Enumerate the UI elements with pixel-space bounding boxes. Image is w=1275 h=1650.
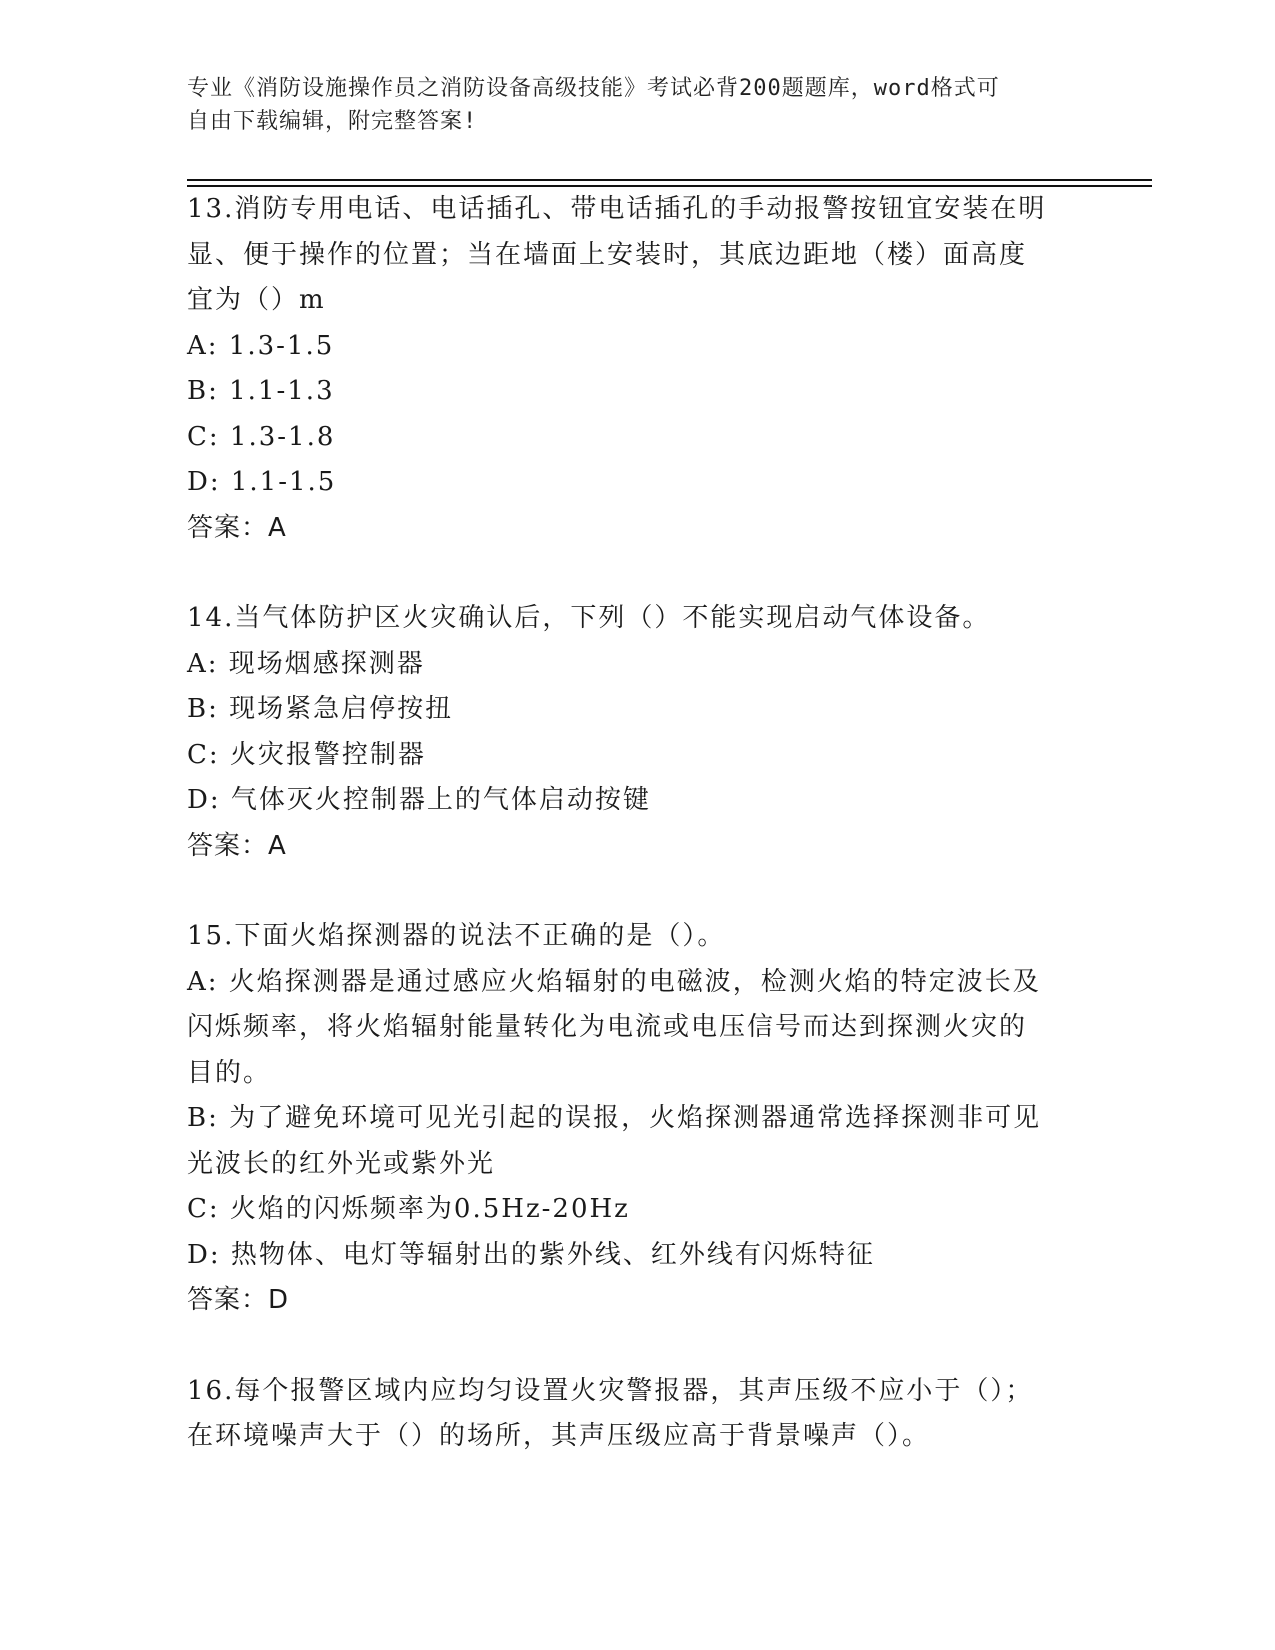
option-a: A: 火焰探测器是通过感应火焰辐射的电磁波，检测火焰的特定波长及 [187,966,1041,997]
header-line: 专业《消防设施操作员之消防设备高级技能》考试必背200题题库，word格式可 [187,76,1000,101]
answer-label: 答案：A [187,830,287,861]
answer-label: 答案：D [187,1285,290,1315]
document-header [187,72,1067,138]
question-stem-line: 显、便于操作的位置；当在墙面上安装时，其底边距地（楼）面高度 [187,239,1028,270]
question-list [187,187,1087,1460]
option-b-continued: 光波长的红外光或紫外光 [187,1148,496,1179]
question-14 [187,596,1087,869]
header-line: 自由下载编辑，附完整答案! [187,109,478,134]
option-d: D: 气体灭火控制器上的气体启动按键 [187,785,651,815]
option-b: B: 为了避免环境可见光引起的误报，火焰探测器通常选择探测非可见 [187,1103,1042,1133]
option-d: D: 1.1-1.5 [187,467,337,497]
question-stem-line: 在环境噪声大于（）的场所，其声压级应高于背景噪声（）。 [187,1421,931,1451]
question-stem-line: 15.下面火焰探测器的说法不正确的是（）。 [187,921,726,951]
option-b: B: 现场紧急启停按扭 [187,694,454,724]
option-c: C: 火灾报警控制器 [187,739,426,770]
option-b: B: 1.1-1.3 [187,376,335,406]
option-d: D: 热物体、电灯等辐射出的紫外线、红外线有闪烁特征 [187,1239,875,1270]
question-15 [187,914,1087,1324]
question-stem-line: 16.每个报警区域内应均匀设置火灾警报器，其声压级不应小于（）； [187,1375,1034,1406]
option-a: A: 1.3-1.5 [187,330,335,361]
header-divider [187,179,1152,181]
answer-label: 答案：A [187,512,287,543]
option-a: A: 现场烟感探测器 [187,648,425,679]
question-16 [187,1369,1087,1460]
option-a-continued: 目的。 [187,1057,272,1088]
option-a-continued: 闪烁频率，将火焰辐射能量转化为电流或电压信号而达到探测火灾的 [187,1012,1028,1042]
option-c: C: 火焰的闪烁频率为0.5Hz-20Hz [187,1194,630,1224]
question-stem-line: 宜为（）m [187,285,326,315]
question-stem-line: 13.消防专用电话、电话插孔、带电话插孔的手动报警按钮宜安装在明 [187,194,1047,224]
option-c: C: 1.3-1.8 [187,421,336,452]
question-stem-line: 14.当气体防护区火灾确认后，下列（）不能实现启动气体设备。 [187,603,991,633]
question-13 [187,187,1087,551]
